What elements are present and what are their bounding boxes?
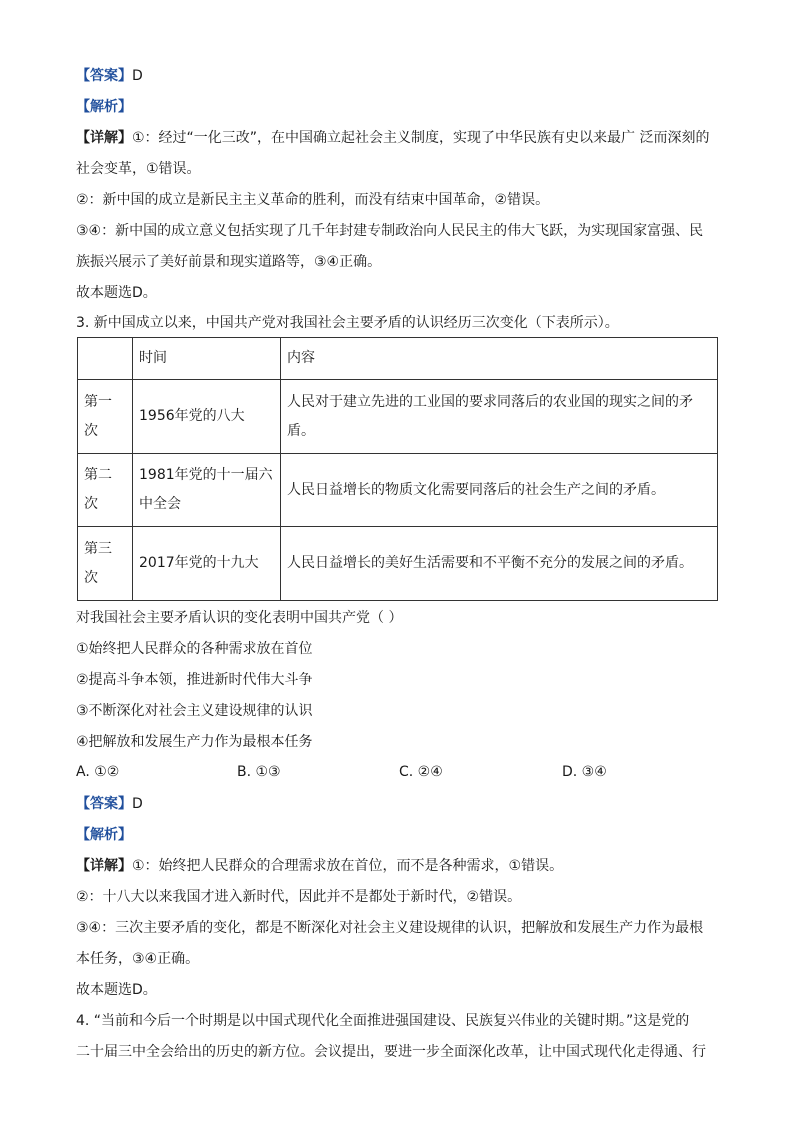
analysis-tag-3	[76, 825, 132, 845]
question-3-stem: 3. 新中国成立以来，中国共产党对我国社会主要矛盾的认识经历三次变化（下表所示）。	[76, 315, 619, 331]
detail-line-2-2: 社会变革，①错误。	[76, 161, 201, 177]
statement-4: ④把解放和发展生产力作为最根本任务	[76, 734, 313, 750]
table-header-cell: 时间	[133, 338, 281, 380]
option-d: D. ③④	[562, 764, 607, 780]
time-a: 1981年党的十一届六	[139, 467, 273, 483]
detail-tag: 【详解】	[76, 130, 132, 146]
option-b: B. ①③	[237, 764, 281, 780]
time-cell	[133, 527, 281, 601]
statement-1: ①始终把人民群众的各种需求放在首位	[76, 641, 313, 657]
answer-value: D	[132, 68, 143, 84]
row-label-a: 第二	[84, 467, 112, 483]
table-row	[78, 527, 718, 601]
answer-options	[76, 762, 716, 782]
content-a: 人民对于建立先进的工业国的要求同落后的农业国的现实之间的矛	[287, 393, 693, 410]
time-a: 2017年党的十九大	[139, 555, 259, 571]
answer-value: D	[132, 796, 143, 812]
detail-text: ①：经过“一化三改”，在中国确立起社会主义制度，实现了中华民族有史以来最广 泛而深刻的	[132, 130, 710, 146]
detail-text: ①：始终把人民群众的合理需求放在首位，而不是各种需求，①错误。	[132, 858, 564, 874]
statement-2: ②提高斗争本领，推进新时代伟大斗争	[76, 672, 313, 688]
detail-line-3-3: ③④：三次主要矛盾的变化，都是不断深化对社会主义建设规律的认识，把解放和发展生产力作为最根	[76, 920, 704, 936]
analysis-label: 【解析】	[76, 827, 132, 843]
question-3-prompt: 对我国社会主要矛盾认识的变化表明中国共产党（ ）	[76, 610, 403, 626]
time-a: 1956年党的八大	[139, 408, 245, 424]
detail-line-2-3: ②：新中国的成立是新民主主义革命的胜利，而没有结束中国革命，②错误。	[76, 192, 550, 208]
conclusion-2: 故本题选D。	[76, 285, 157, 301]
analysis-label: 【解析】	[76, 99, 132, 115]
content-cell	[281, 527, 718, 601]
row-label-a: 第一	[84, 393, 112, 410]
content-b: 盾。	[287, 422, 315, 439]
statement-3: ③不断深化对社会主义建设规律的认识	[76, 703, 313, 719]
detail-line-2-4: ③④：新中国的成立意义包括实现了几千年封建专制政治向人民民主的伟大飞跃，为实现国家富强、民	[76, 223, 704, 239]
row-label-cell	[78, 454, 133, 527]
row-label-a: 第三	[84, 540, 112, 557]
row-label-b: 次	[84, 569, 98, 586]
contradiction-table	[77, 337, 718, 601]
time-b: 中全会	[139, 496, 181, 512]
content-a: 人民日益增长的美好生活需要和不平衡不充分的发展之间的矛盾。	[287, 555, 693, 571]
row-label-cell	[78, 380, 133, 454]
detail-line-3-1	[76, 856, 563, 876]
detail-line-2-5: 族振兴展示了美好前景和现实道路等，③④正确。	[76, 254, 382, 270]
time-cell	[133, 454, 281, 527]
content-cell	[281, 380, 718, 454]
analysis-tag-2	[76, 97, 132, 117]
detail-line-3-2: ②：十八大以来我国才进入新时代，因此并不是都处于新时代，②错误。	[76, 889, 522, 905]
detail-line-3-4: 本任务，③④正确。	[76, 951, 200, 967]
option-c: C. ②④	[399, 764, 443, 780]
conclusion-3: 故本题选D。	[76, 982, 157, 998]
content-a: 人民日益增长的物质文化需要同落后的社会生产之间的矛盾。	[287, 481, 665, 498]
table-header-row	[78, 338, 718, 380]
table-row	[78, 454, 718, 527]
answer-line-2	[76, 66, 143, 86]
question-4-line-2: 二十届三中全会给出的历史的新方位。会议提出，要进一步全面深化改革，让中国式现代化走得通、行	[76, 1044, 706, 1060]
row-label-cell	[78, 527, 133, 601]
time-cell	[133, 380, 281, 454]
option-a: A. ①②	[76, 764, 120, 780]
table-header-cell: 内容	[281, 338, 718, 380]
question-4-line-1: 4. “当前和今后一个时期是以中国式现代化全面推进强国建设、民族复兴伟业的关键时期。”这是党的	[76, 1013, 690, 1029]
detail-line-2-1	[76, 128, 710, 148]
detail-tag: 【详解】	[76, 858, 132, 874]
content-cell	[281, 454, 718, 527]
table-header-cell	[78, 338, 133, 380]
row-label-b: 次	[84, 496, 98, 512]
answer-tag: 【答案】	[76, 796, 132, 812]
table-row	[78, 380, 718, 454]
answer-tag: 【答案】	[76, 68, 132, 84]
row-label-b: 次	[84, 422, 98, 439]
answer-line-3	[76, 794, 143, 814]
